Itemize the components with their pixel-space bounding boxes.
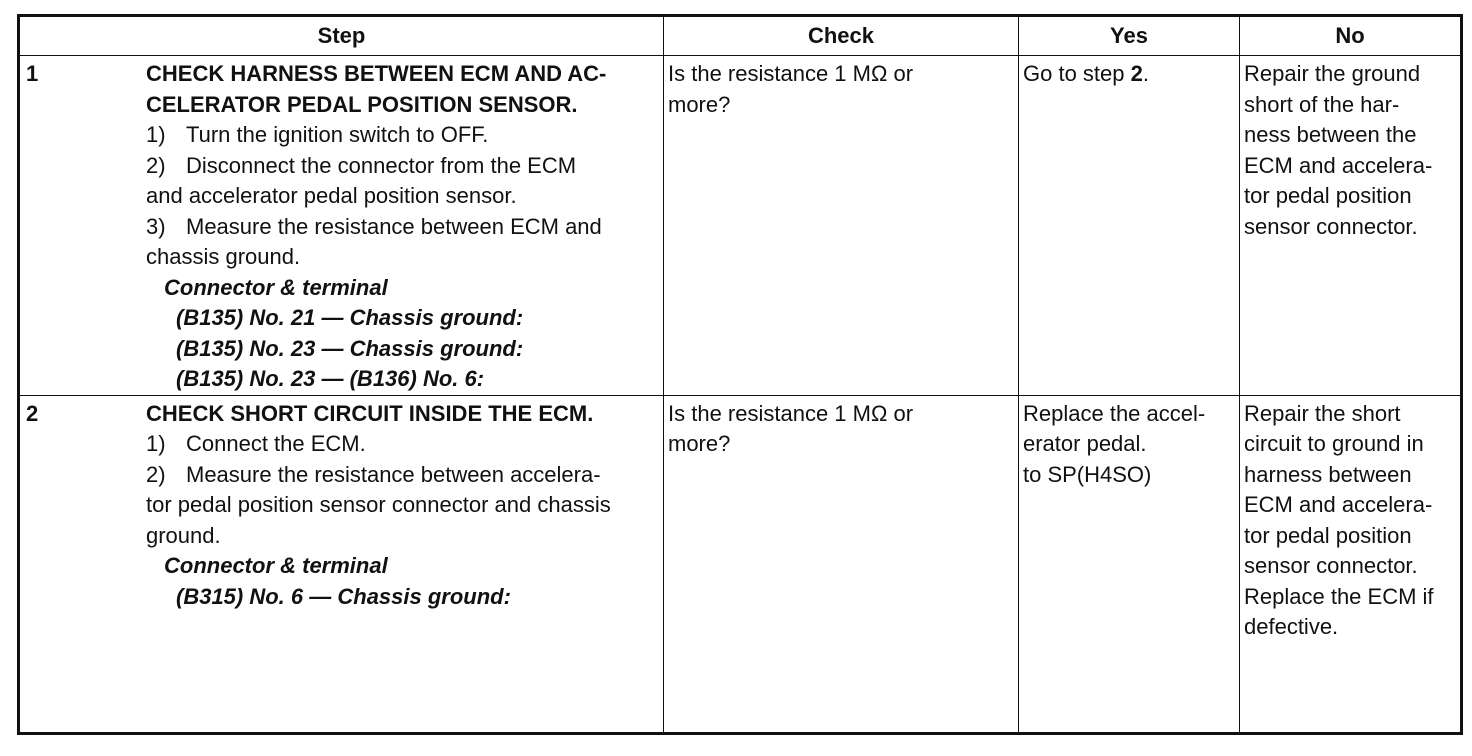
check-cell (664, 56, 1019, 396)
instruction-continuation: chassis ground. (146, 244, 301, 269)
no-line: short of the har- (1244, 91, 1400, 117)
header-yes: Yes (1019, 16, 1240, 56)
no-line: sensor connector. (1244, 213, 1418, 239)
table-row (19, 395, 1462, 733)
instruction: 3) Measure the resistance between ECM and (146, 213, 602, 239)
table-row (19, 56, 1462, 396)
yes-cell (1019, 395, 1240, 733)
yes-line: to SP(H4SO) (1023, 461, 1152, 487)
header-row (19, 16, 1462, 56)
yes-line: Replace the accel- (1023, 400, 1206, 426)
instruction-continuation: ground. (146, 522, 221, 548)
diagnostic-table-sheet (17, 14, 1463, 735)
yes-cell (1019, 56, 1240, 396)
no-line: Replace the ECM if (1244, 583, 1434, 609)
header-step: Step (19, 16, 664, 56)
check-line: Is the resistance 1 MΩ or (668, 400, 914, 426)
connector-item: (B135) No. 21 — Chassis ground: (176, 305, 524, 330)
yes-step-ref: 2 (1130, 61, 1143, 86)
connector-heading: Connector & terminal (164, 274, 388, 300)
no-line: Repair the ground (1244, 61, 1421, 86)
check-cell (664, 395, 1019, 733)
check-line: more? (668, 91, 731, 117)
step-cell (19, 56, 664, 396)
yes-text: Go to step 2. (1023, 61, 1149, 86)
connector-item: (B135) No. 23 — Chassis ground: (176, 335, 524, 361)
check-line: Is the resistance 1 MΩ or (668, 61, 914, 86)
no-line: ECM and accelera- (1244, 492, 1433, 517)
instruction: 1) Turn the ignition switch to OFF. (146, 122, 489, 147)
no-line: sensor connector. (1244, 553, 1418, 578)
no-line: harness between (1244, 461, 1412, 487)
no-line: tor pedal position (1244, 522, 1412, 548)
no-cell (1240, 56, 1462, 396)
instruction: 2) Measure the resistance between accelera- (146, 461, 601, 487)
instruction-continuation: tor pedal position sensor connector and chassis (146, 492, 611, 517)
no-line: circuit to ground in (1244, 431, 1424, 456)
header-check: Check (664, 16, 1019, 56)
step-number: 1 (26, 61, 39, 86)
connector-item: (B315) No. 6 — Chassis ground: (176, 583, 511, 609)
no-line: ECM and accelera- (1244, 152, 1433, 178)
step-cell (19, 395, 664, 733)
yes-line: erator pedal. (1023, 431, 1147, 456)
check-line: more? (668, 431, 731, 456)
header-no: No (1240, 16, 1462, 56)
no-line: tor pedal position (1244, 183, 1412, 208)
connector-heading: Connector & terminal (164, 553, 388, 578)
step-title-line: CELERATOR PEDAL POSITION SENSOR. (146, 91, 578, 117)
step-title-line: CHECK SHORT CIRCUIT INSIDE THE ECM. (146, 400, 594, 426)
instruction-continuation: and accelerator pedal position sensor. (146, 183, 517, 208)
no-cell (1240, 395, 1462, 733)
no-line: defective. (1244, 614, 1339, 639)
no-line: ness between the (1244, 122, 1417, 147)
instruction: 1) Connect the ECM. (146, 431, 366, 456)
instruction: 2) Disconnect the connector from the ECM (146, 152, 577, 178)
connector-item: (B135) No. 23 — (B136) No. 6: (176, 366, 485, 391)
diagnostic-table (17, 14, 1463, 735)
step-title-line: CHECK HARNESS BETWEEN ECM AND AC- (146, 61, 607, 86)
no-line: Repair the short (1244, 400, 1401, 426)
step-number: 2 (26, 400, 39, 426)
